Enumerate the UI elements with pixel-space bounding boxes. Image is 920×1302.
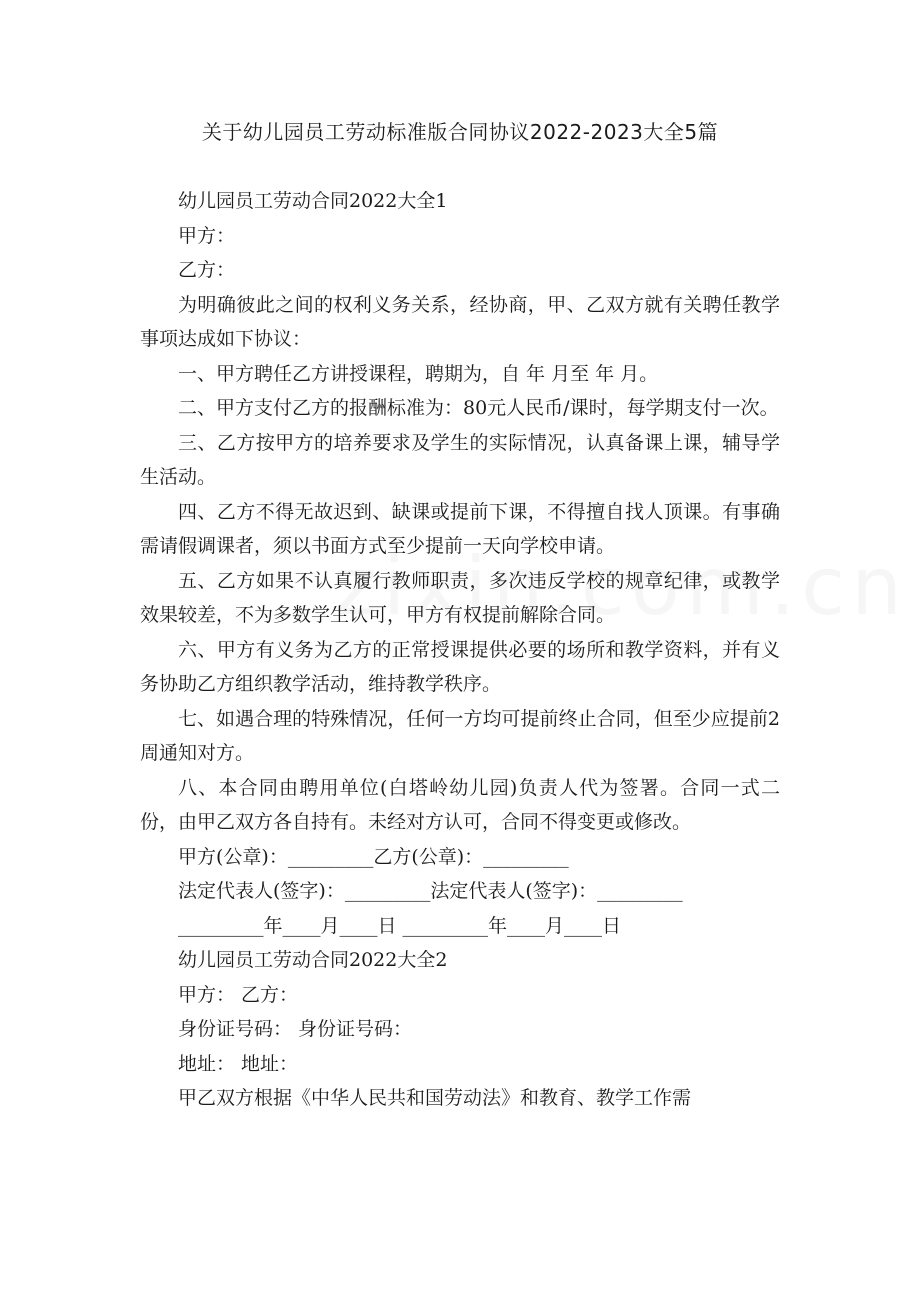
- representative-line: 法定代表人(签字)：_________法定代表人(签字)：_________: [178, 880, 683, 902]
- seal-line: 甲方(公章)：_________乙方(公章)：_________: [178, 845, 569, 868]
- contract-2-intro: 甲乙双方根据《中华人民共和国劳动法》和教育、教学工作需: [178, 1087, 692, 1109]
- contract-2-heading: 幼儿园员工劳动合同2022大全2: [178, 949, 448, 971]
- contract-2-parties: 甲方： 乙方：: [178, 983, 299, 1006]
- clause-4: 四、乙方不得无故迟到、缺课或提前下课，不得擅自找人顶课。有事确需请假调课者，须以书面方式至少提前一天向学校申请。: [140, 500, 780, 557]
- clause-8: 八、本合同由聘用单位(白塔岭幼儿园)负责人代为签署。合同一式二份，由甲乙双方各自持有。未经对方认可，合同不得变更或修改。: [140, 776, 780, 833]
- clause-6: 六、甲方有义务为乙方的正常授课提供必要的场所和教学资料，并有义务协助乙方组织教学活动，维持教学秩序。: [140, 638, 780, 695]
- clause-3: 三、乙方按甲方的培养要求及学生的实际情况，认真备课上课，辅导学生活动。: [140, 431, 780, 488]
- date-line: _________年____月____日 _________年____月____日: [178, 914, 622, 937]
- clause-2: 二、甲方支付乙方的报酬标准为：80元人民币/课时，每学期支付一次。: [178, 397, 779, 419]
- clause-7: 七、如遇合理的特殊情况，任何一方均可提前终止合同，但至少应提前2周通知对方。: [140, 707, 780, 764]
- document-title: 关于幼儿园员工劳动标准版合同协议2022-2023大全5篇: [201, 120, 719, 144]
- contract-2-address-line: 地址： 地址：: [178, 1052, 299, 1075]
- party-a-label: 甲方：: [178, 224, 236, 247]
- document-body: [140, 184, 780, 1116]
- contract-1-intro: 为明确彼此之间的权利义务关系，经协商，甲、乙双方就有关聘任教学事项达成如下协议：: [140, 293, 780, 350]
- clause-5: 五、乙方如果不认真履行教师职责，多次违反学校的规章纪律，或教学效果较差，不为多数学生认可，甲方有权提前解除合同。: [140, 569, 780, 626]
- party-b-label: 乙方：: [178, 259, 236, 281]
- contract-1-heading: 幼儿园员工劳动合同2022大全1: [178, 190, 448, 212]
- clause-1: 一、甲方聘任乙方讲授课程，聘期为，自 年 月至 年 月。: [178, 362, 659, 385]
- contract-2-id-line: 身份证号码： 身份证号码：: [178, 1018, 413, 1040]
